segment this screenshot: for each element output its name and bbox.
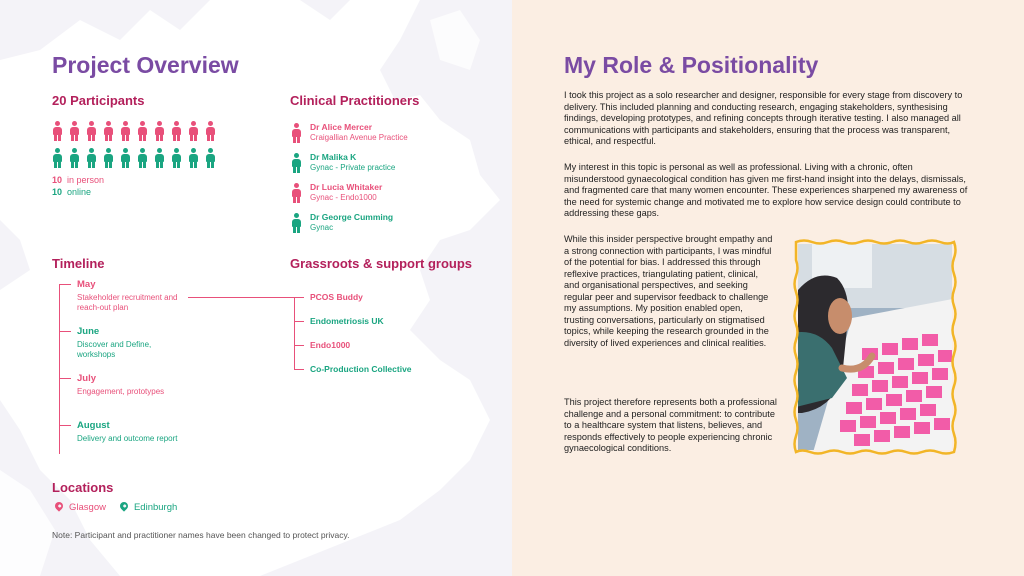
practitioner-icon bbox=[291, 123, 302, 143]
role-paragraph-3: While this insider perspective brought empathy and a strong connection with participants, I was mindful of the potential for bias. I addressed this through reflexive practices, triangulating patient, clinical, and organisational perspectives, and seeking regular peer and supervisor feedback to challenge my assumptions. My position enabled open, trusting conversations, particularly on stigmatised topics, while keeping the research grounded in the diversity of lived experiences and clinical realities. bbox=[564, 234, 773, 348]
person-icon bbox=[154, 148, 165, 168]
timeline-month: May bbox=[77, 279, 96, 290]
person-icon bbox=[103, 148, 114, 168]
person-icon bbox=[171, 148, 182, 168]
in-person-stat bbox=[52, 175, 104, 185]
groups-heading: Grassroots & support groups bbox=[290, 256, 473, 271]
practitioner-icon bbox=[291, 213, 302, 233]
practitioner-icon bbox=[291, 183, 302, 203]
group-tick bbox=[294, 321, 304, 322]
timeline-description: Stakeholder recruitment and reach-out plan bbox=[77, 293, 178, 312]
online-label: online bbox=[67, 187, 92, 197]
person-icon bbox=[103, 121, 114, 141]
person-icon bbox=[86, 121, 97, 141]
timeline-month: July bbox=[77, 373, 97, 384]
in-person-count: 10 bbox=[52, 175, 63, 185]
in-person-label: in person bbox=[67, 175, 105, 185]
person-icon bbox=[120, 121, 131, 141]
person-icon bbox=[52, 121, 63, 141]
in-person-icons bbox=[52, 121, 216, 141]
person-icon bbox=[52, 148, 63, 168]
role-title: My Role & Positionality bbox=[564, 52, 819, 78]
online-stat bbox=[52, 187, 91, 197]
practitioner-detail: Gynac bbox=[310, 223, 334, 232]
group-tick bbox=[294, 297, 304, 298]
group-item: Endo1000 bbox=[310, 340, 351, 350]
timeline-heading: Timeline bbox=[52, 256, 105, 271]
participant-icons bbox=[52, 121, 216, 168]
overview-title: Project Overview bbox=[52, 52, 239, 78]
timeline-description: Discover and Define, workshops bbox=[77, 340, 152, 359]
timeline-description: Delivery and outcome report bbox=[77, 434, 178, 443]
person-icon bbox=[69, 148, 80, 168]
timeline-tick bbox=[59, 425, 71, 426]
privacy-note: Note: Participant and practitioner names have been changed to protect privacy. bbox=[52, 530, 350, 540]
role-paragraph-4: This project therefore represents both a professional challenge and a personal commitment: to contribute to a healthcare system that listens, believes, and responds effectively to people experiencing chronic gynaecological conditions. bbox=[564, 397, 777, 453]
timeline-tick bbox=[59, 378, 71, 379]
practitioner-icon bbox=[291, 153, 302, 173]
location-name: Edinburgh bbox=[133, 502, 178, 513]
timeline-vertical-line bbox=[59, 284, 60, 454]
timeline-month: June bbox=[77, 326, 100, 337]
person-icon bbox=[188, 148, 199, 168]
online-icons bbox=[52, 148, 216, 168]
map-pin-icon bbox=[53, 501, 64, 512]
person-icon bbox=[120, 148, 131, 168]
person-icon bbox=[188, 121, 199, 141]
timeline-description: Engagement, prototypes bbox=[77, 387, 165, 396]
person-icon bbox=[205, 121, 216, 141]
location-item bbox=[55, 502, 106, 513]
person-icon bbox=[137, 121, 148, 141]
practitioner-name: Dr Lucia Whitaker bbox=[310, 182, 383, 192]
practitioner-detail: Gynac - Endo1000 bbox=[310, 193, 377, 202]
role-paragraph-2: My interest in this topic is personal as well as professional. Living with a chronic, often misunderstood gynaecological condition has given me first-hand insight into the delays, dismissals, and fragmented care that many women encounter. These experiences sharpened my awareness of the need for systemic change and motivated me to explore how service design could contribute to addressing these gaps. bbox=[564, 162, 968, 218]
timeline-tick bbox=[59, 331, 71, 332]
location-name: Glasgow bbox=[69, 502, 106, 513]
practitioner-name: Dr Alice Mercer bbox=[310, 122, 373, 132]
timeline-tick bbox=[59, 284, 71, 285]
practitioners-heading: Clinical Practitioners bbox=[290, 93, 420, 108]
locations-list bbox=[55, 502, 191, 513]
person-icon bbox=[171, 121, 182, 141]
locations-heading: Locations bbox=[52, 480, 114, 495]
person-icon bbox=[137, 148, 148, 168]
person-icon bbox=[154, 121, 165, 141]
timeline-month: August bbox=[77, 420, 110, 431]
role-paragraph-1: I took this project as a solo researcher and designer, responsible for every stage from discovery to delivery. This included planning and conducting research, engaging stakeholders, synthesising findings, developing prototypes, and refining concepts through iterative testing. I also managed all communications with participants and stakeholders, ensuring that the process was transparent, ethical, and respectful. bbox=[564, 90, 963, 146]
practitioner-name: Dr George Cumming bbox=[310, 212, 394, 222]
group-item: Co-Production Collective bbox=[310, 364, 412, 374]
practitioner-name: Dr Malika K bbox=[310, 152, 357, 162]
groups-vertical-line bbox=[294, 297, 295, 369]
online-count: 10 bbox=[52, 187, 63, 197]
group-item: PCOS Buddy bbox=[310, 292, 363, 302]
person-icon bbox=[205, 148, 216, 168]
group-tick bbox=[294, 369, 304, 370]
practitioner-detail: Gynac - Private practice bbox=[310, 163, 396, 172]
practitioner-detail: Craigallian Avenue Practice bbox=[310, 133, 408, 142]
group-tick bbox=[294, 345, 304, 346]
group-item: Endometriosis UK bbox=[310, 316, 384, 326]
workshop-photo bbox=[792, 238, 958, 456]
map-pin-icon bbox=[118, 501, 129, 512]
connector-line bbox=[188, 297, 294, 298]
participants-heading: 20 Participants bbox=[52, 93, 145, 108]
location-item bbox=[120, 502, 177, 513]
person-icon bbox=[86, 148, 97, 168]
person-icon bbox=[69, 121, 80, 141]
